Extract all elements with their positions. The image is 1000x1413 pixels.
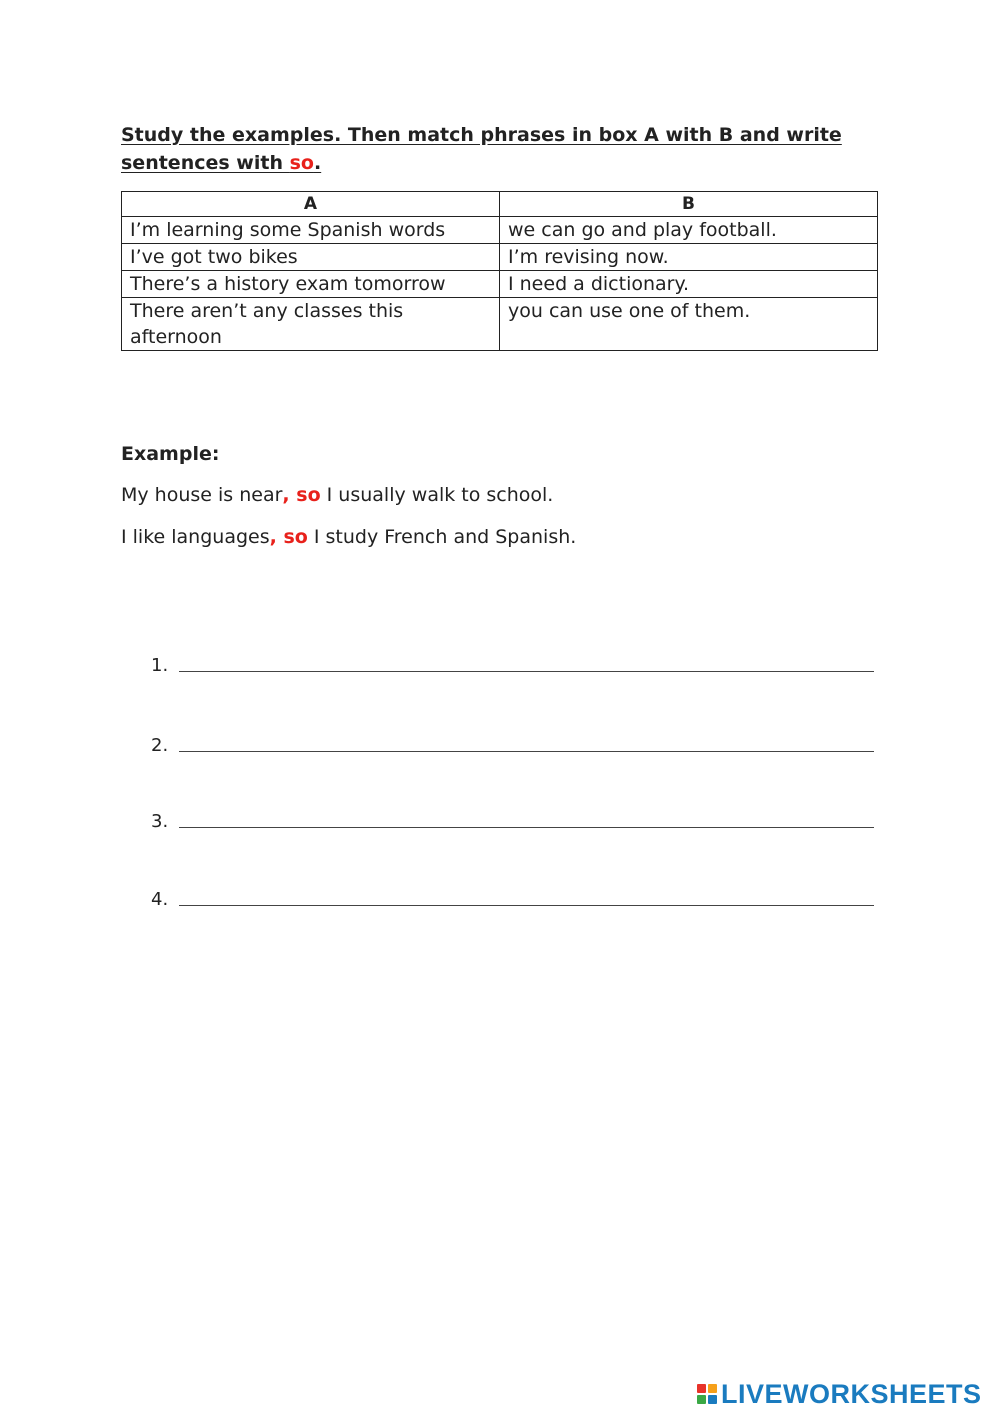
cell-b-4: you can use one of them. (500, 298, 878, 351)
answer-row-1 (151, 650, 874, 676)
answer-number-2: 2. (151, 735, 169, 756)
example-sentence-1 (121, 484, 553, 506)
example-1-result: I usually walk to school. (320, 484, 554, 506)
logo-text: LIVEWORKSHEETS (721, 1378, 982, 1409)
cell-a-1: I’m learning some Spanish words (122, 217, 500, 244)
answer-number-4: 4. (151, 889, 169, 910)
table-row (122, 217, 878, 244)
answer-line-4[interactable] (179, 887, 874, 906)
cell-b-3: I need a dictionary. (500, 271, 878, 298)
cell-a-2: I’ve got two bikes (122, 244, 500, 271)
logo-block-red (697, 1384, 706, 1393)
logo-block-orange (708, 1384, 717, 1393)
logo-block-green (697, 1395, 706, 1404)
example-sentence-2 (121, 526, 576, 548)
instruction-end: . (313, 152, 322, 174)
example-1-connector: , so (282, 484, 321, 506)
instruction-text: Study the examples. Then match phrases in box A with B and write sentences with (121, 124, 842, 174)
example-1-clause: My house is near (121, 484, 283, 506)
column-header-b: B (500, 192, 878, 217)
example-2-connector: , so (269, 526, 308, 548)
instruction-title (121, 121, 881, 177)
example-2-clause: I like languages (121, 526, 270, 548)
answer-line-3[interactable] (179, 809, 874, 828)
answer-row-2 (151, 730, 874, 756)
match-table (121, 191, 878, 351)
table-row (122, 298, 878, 351)
answer-row-4 (151, 884, 874, 910)
cell-b-2: I’m revising now. (500, 244, 878, 271)
cell-b-1: we can go and play football. (500, 217, 878, 244)
liveworksheets-logo (697, 1378, 982, 1410)
logo-blocks-icon (697, 1384, 717, 1404)
logo-block-blue (708, 1395, 717, 1404)
answer-number-3: 3. (151, 811, 169, 832)
cell-a-3: There’s a history exam tomorrow (122, 271, 500, 298)
answer-line-1[interactable] (179, 653, 874, 672)
answer-number-1: 1. (151, 655, 169, 676)
answer-row-3 (151, 806, 874, 832)
answer-line-2[interactable] (179, 733, 874, 752)
example-2-result: I study French and Spanish. (307, 526, 577, 548)
table-row (122, 271, 878, 298)
table-row (122, 244, 878, 271)
cell-a-4: There aren’t any classes this afternoon (122, 298, 500, 351)
table-header-row (122, 192, 878, 217)
column-header-a: A (122, 192, 500, 217)
instruction-highlight: so (289, 152, 314, 174)
example-label: Example: (121, 443, 220, 465)
